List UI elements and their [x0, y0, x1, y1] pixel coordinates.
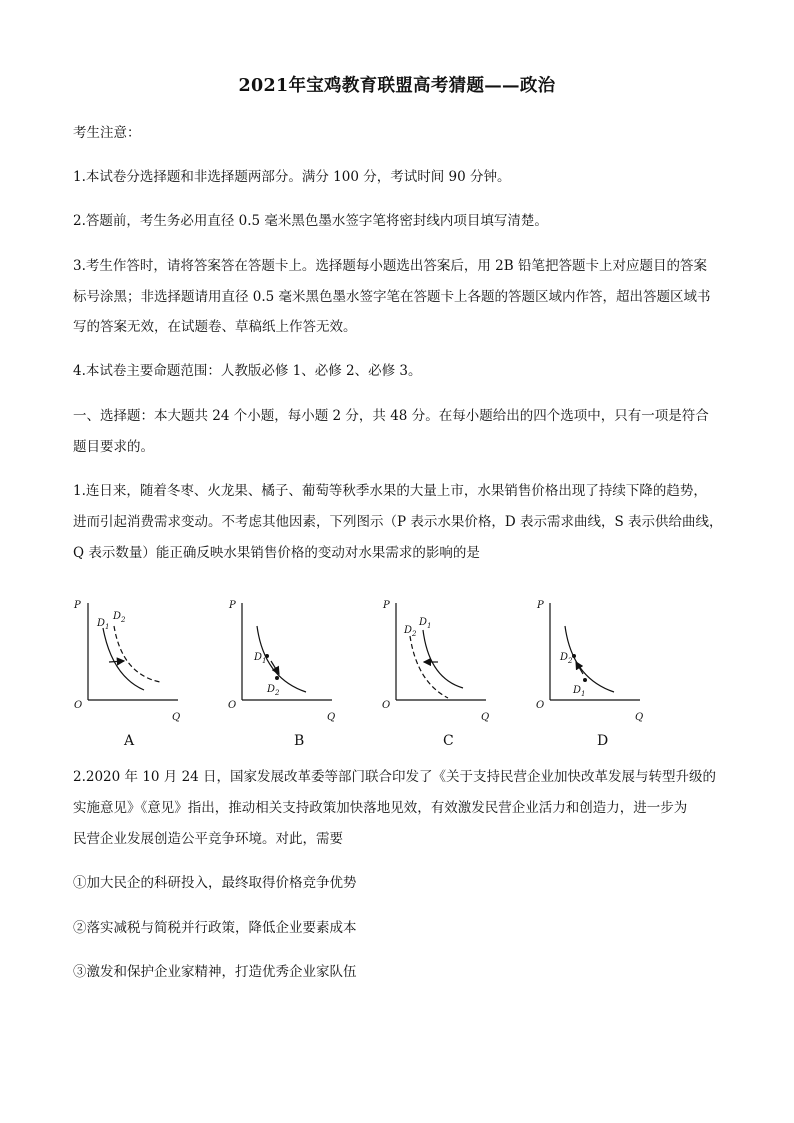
curve-label: $D_1$ — [254, 652, 267, 665]
panel-c — [382, 600, 489, 746]
question-1-stem: 1.连日来，随着冬枣、火龙果、橘子、葡萄等秋季水果的大量上市，水果销售价格出现了持续下降的趋势， — [73, 483, 707, 499]
question-2-stem: 2.2020 年 10 月 24 日，国家发展改革委等部门联合印发了《关于支持民营企业加快改革发展与转型升级的 — [73, 769, 717, 785]
demand-curve-d2 — [114, 626, 160, 682]
question-2-stem: 民营企业发展创造公平竞争环境。对此，需要 — [73, 831, 343, 847]
option-caption: C — [443, 733, 454, 746]
point-d2 — [572, 654, 576, 658]
panel-b — [228, 600, 335, 746]
origin-label: O — [536, 700, 545, 711]
curve-label: $D_1$ — [97, 618, 110, 631]
notice-item: 3.考生作答时，请将答案答在答题卡上。选择题每小题选出答案后，用 2B 铅笔把答题卡上对应题目的答案 — [73, 258, 707, 274]
notice-item: 4.本试卷主要命题范围：人教版必修 1、必修 2、必修 3。 — [73, 363, 422, 379]
question-2-option: ②落实减税与简税并行政策，降低企业要素成本 — [73, 920, 357, 936]
curve-label: $D_2$ — [404, 625, 417, 638]
curve-label: $D_1$ — [573, 685, 586, 698]
option-caption: B — [294, 733, 305, 746]
section-instruction: 一、选择题：本大题共 24 个小题，每小题 2 分，共 48 分。在每小题给出的四个选项中，只有一项是符合 — [73, 408, 709, 424]
question-2-option: ①加大民企的科研投入，最终取得价格竞争优势 — [73, 875, 357, 891]
notice-item: 标号涂黑；非选择题请用直径 0.5 毫米黑色墨水签字笔在答题卡上各题的答题区域内作答，超出答题区域书 — [73, 289, 711, 305]
curve-label: $D_1$ — [419, 617, 432, 630]
panel-a — [73, 600, 180, 746]
option-caption: D — [597, 733, 609, 746]
demand-curve-d1 — [103, 628, 144, 690]
origin-label: O — [74, 700, 83, 711]
question-1-stem: 进而引起消费需求变动。不考虑其他因素，下列图示（P 表示水果价格，D 表示需求曲线，S 表示供给曲线， — [73, 514, 723, 530]
axis-label-p: P — [229, 600, 236, 611]
axis-label-q: Q — [172, 712, 181, 723]
option-caption: A — [124, 733, 135, 746]
curve-label: $D_2$ — [113, 611, 126, 624]
point-d2 — [275, 676, 279, 680]
shift-arrow — [109, 661, 124, 662]
movement-arrow — [576, 662, 583, 674]
notice-item: 写的答案无效，在试题卷、草稿纸上作答无效。 — [73, 319, 357, 335]
notice-item: 2.答题前，考生务必用直径 0.5 毫米黑色墨水签字笔将密封线内项目填写清楚。 — [73, 213, 548, 229]
origin-label: O — [382, 700, 391, 711]
curve-label: $D_2$ — [267, 684, 280, 697]
section-instruction: 题目要求的。 — [73, 439, 154, 455]
question-1-stem: Q 表示数量）能正确反映水果销售价格的变动对水果需求的影响的是 — [73, 545, 480, 561]
axis-label-q: Q — [481, 712, 490, 723]
axis-label-q: Q — [635, 712, 644, 723]
demand-curve-d1 — [423, 630, 463, 688]
demand-curve-diagrams — [72, 588, 648, 746]
origin-label: O — [228, 700, 237, 711]
notice-item: 1.本试卷分选择题和非选择题两部分。满分 100 分，考试时间 90 分钟。 — [73, 169, 511, 185]
point-d1 — [583, 678, 587, 682]
axis-label-p: P — [383, 600, 390, 611]
curve-label: $D_2$ — [560, 652, 573, 665]
question-2-stem: 实施意见》《意见》指出，推动相关支持政策加快落地见效，有效激发民营企业活力和创造力，进一步为 — [73, 800, 688, 816]
axis-label-p: P — [537, 600, 544, 611]
demand-curve-d2 — [410, 636, 448, 698]
question-2-option: ③激发和保护企业家精神，打造优秀企业家队伍 — [73, 964, 357, 980]
exam-title: 2021年宝鸡教育联盟高考猜题——政治 — [238, 76, 556, 96]
panel-d — [536, 600, 643, 746]
demand-curve-figure — [72, 588, 648, 746]
notice-heading: 考生注意： — [73, 125, 141, 141]
axis-label-q: Q — [327, 712, 336, 723]
axis-label-p: P — [74, 600, 81, 611]
